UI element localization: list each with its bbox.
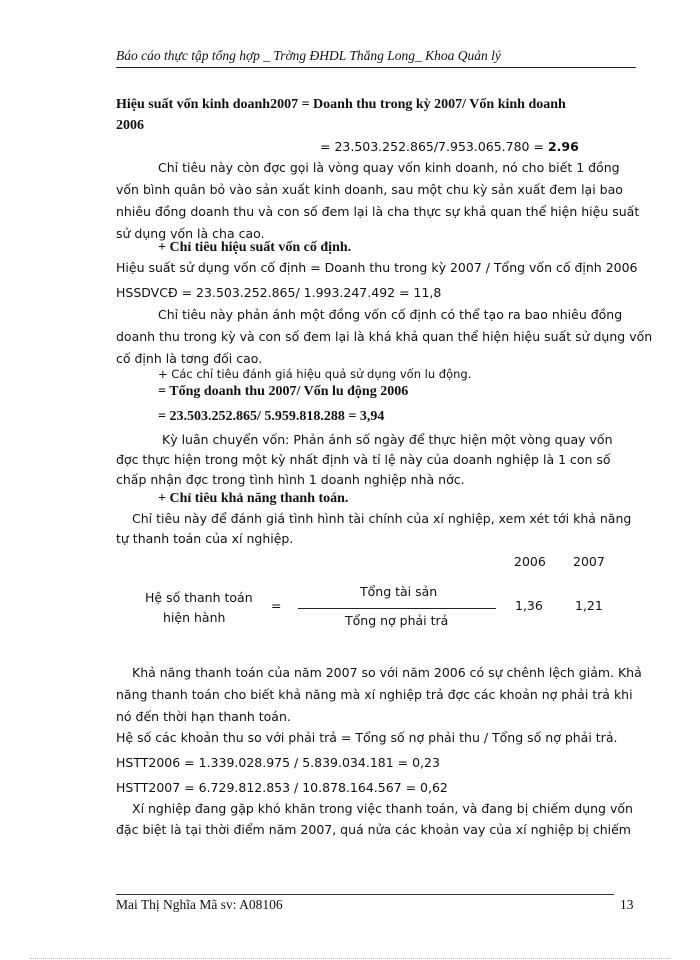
paragraph-line: năng thanh toán cho biết khả năng mà xí nghiệp trả đợc các khoản nợ phải trả khi xyxy=(116,687,633,702)
formula-efficiency-line2: 2006 xyxy=(116,118,144,133)
formula-hstt2006: HSTT2006 = 1.339.028.975 / 5.839.034.181 = 0,23 xyxy=(116,755,440,770)
paragraph-line: chấp nhận đợc trong tình hình 1 doanh nghiệp nhà nớc. xyxy=(116,472,465,487)
paragraph-line: doanh thu trong kỳ và con số đem lại là khá khả quan thể hiện hiệu suất sử dụng vốn xyxy=(116,329,653,344)
year-header-2007: 2007 xyxy=(573,554,605,569)
paragraph-line: Khả năng thanh toán của năm 2007 so với năm 2006 có sự chênh lệch giảm. Khả xyxy=(132,665,642,680)
paragraph-line: nó đến thời hạn thanh toán. xyxy=(116,709,291,724)
paragraph-line: sử dụng vốn là cha cao. xyxy=(116,226,265,241)
note-working-capital: + Các chỉ tiêu đánh giá hiệu quả sử dụng vốn lu động. xyxy=(158,367,472,381)
footer-rule xyxy=(116,894,614,895)
paragraph-line: Kỳ luân chuyển vốn: Phản ánh số ngày để thực hiện một vòng quay vốn xyxy=(162,432,613,447)
formula-efficiency-result: = 23.503.252.865/7.953.065.780 = 2.96 xyxy=(320,139,579,154)
formula-efficiency-line1: Hiệu suất vốn kinh doanh2007 = Doanh thu trong kỳ 2007/ Vốn kinh doanh xyxy=(116,97,566,112)
paragraph-line: tự thanh toán của xí nghiệp. xyxy=(116,531,294,546)
section-heading-solvency: + Chỉ tiêu khả năng thanh toán. xyxy=(158,491,349,506)
ratio-equals: = xyxy=(271,598,282,613)
paragraph-line: nhiêu đồng doanh thu và con số đem lại là cha thực sự khả quan thể hiện hiệu suất xyxy=(116,204,640,219)
ratio-value-2006: 1,36 xyxy=(515,598,543,613)
footer-author: Mai Thị Nghĩa Mã sv: A08106 xyxy=(116,897,283,912)
fraction-bar xyxy=(298,608,496,609)
running-header: Báo cáo thực tập tổng hợp _ Trờng ĐHDL Thăng Long_ Khoa Quản lý xyxy=(116,48,636,68)
paragraph-line: Chỉ tiêu này phản ánh một đồng vốn cố định có thể tạo ra bao nhiêu đồng xyxy=(158,307,623,322)
paragraph-line: Chỉ tiêu này để đánh giá tình hình tài chính của xí nghiệp, xem xét tới khả năng xyxy=(132,511,632,526)
ratio-label-line1: Hệ số thanh toán xyxy=(145,590,253,605)
ratio-numerator: Tổng tài sản xyxy=(360,584,438,599)
formula-hstt2007: HSTT2007 = 6.729.812.853 / 10.878.164.567 = 0,62 xyxy=(116,780,448,795)
formula-fixed-capital: Hiệu suất sử dụng vốn cố định = Doanh thu trong kỳ 2007 / Tổng vốn cố định 2006 xyxy=(116,260,638,275)
paragraph-line: vốn bình quân bỏ vào sản xuất kinh doanh, sau một chu kỳ sản xuất đem lại bao xyxy=(116,182,623,197)
paragraph-line: Chỉ tiêu này còn đợc gọi là vòng quay vốn kinh doanh, nó cho biết 1 đồng xyxy=(158,160,620,175)
ratio-label-line2: hiện hành xyxy=(163,610,226,625)
formula-working-capital-result: = 23.503.252.865/ 5.959.818.288 = 3,94 xyxy=(158,409,385,424)
formula-working-capital: = Tổng doanh thu 2007/ Vốn lu động 2006 xyxy=(158,384,409,399)
page-break-divider xyxy=(30,958,670,959)
ratio-value-2007: 1,21 xyxy=(575,598,603,613)
paragraph-line: đợc thực hiện trong một kỳ nhất định và tỉ lệ này của doanh nghiệp là 1 con số xyxy=(116,452,611,467)
paragraph-line: cố định là tơng đối cao. xyxy=(116,351,263,366)
ratio-denominator: Tổng nợ phải trả xyxy=(345,613,449,628)
page-number: 13 xyxy=(620,897,634,912)
year-header-2006: 2006 xyxy=(514,554,546,569)
section-heading-fixed-capital: + Chỉ tiêu hiệu suất vốn cố định. xyxy=(158,240,352,255)
paragraph-line: Xí nghiệp đang gặp khó khăn trong việc thanh toán, và đang bị chiếm dụng vốn xyxy=(132,801,633,816)
paragraph-line: đặc biệt là tại thời điểm năm 2007, quá nửa các khoản vay của xí nghiệp bị chiếm xyxy=(116,822,631,837)
formula-hssdvcd: HSSDVCĐ = 23.503.252.865/ 1.993.247.492 = 11,8 xyxy=(116,285,442,300)
formula-receivables-ratio: Hệ số các khoản thu so với phải trả = Tổng số nợ phải thu / Tổng số nợ phải trả. xyxy=(116,730,618,745)
